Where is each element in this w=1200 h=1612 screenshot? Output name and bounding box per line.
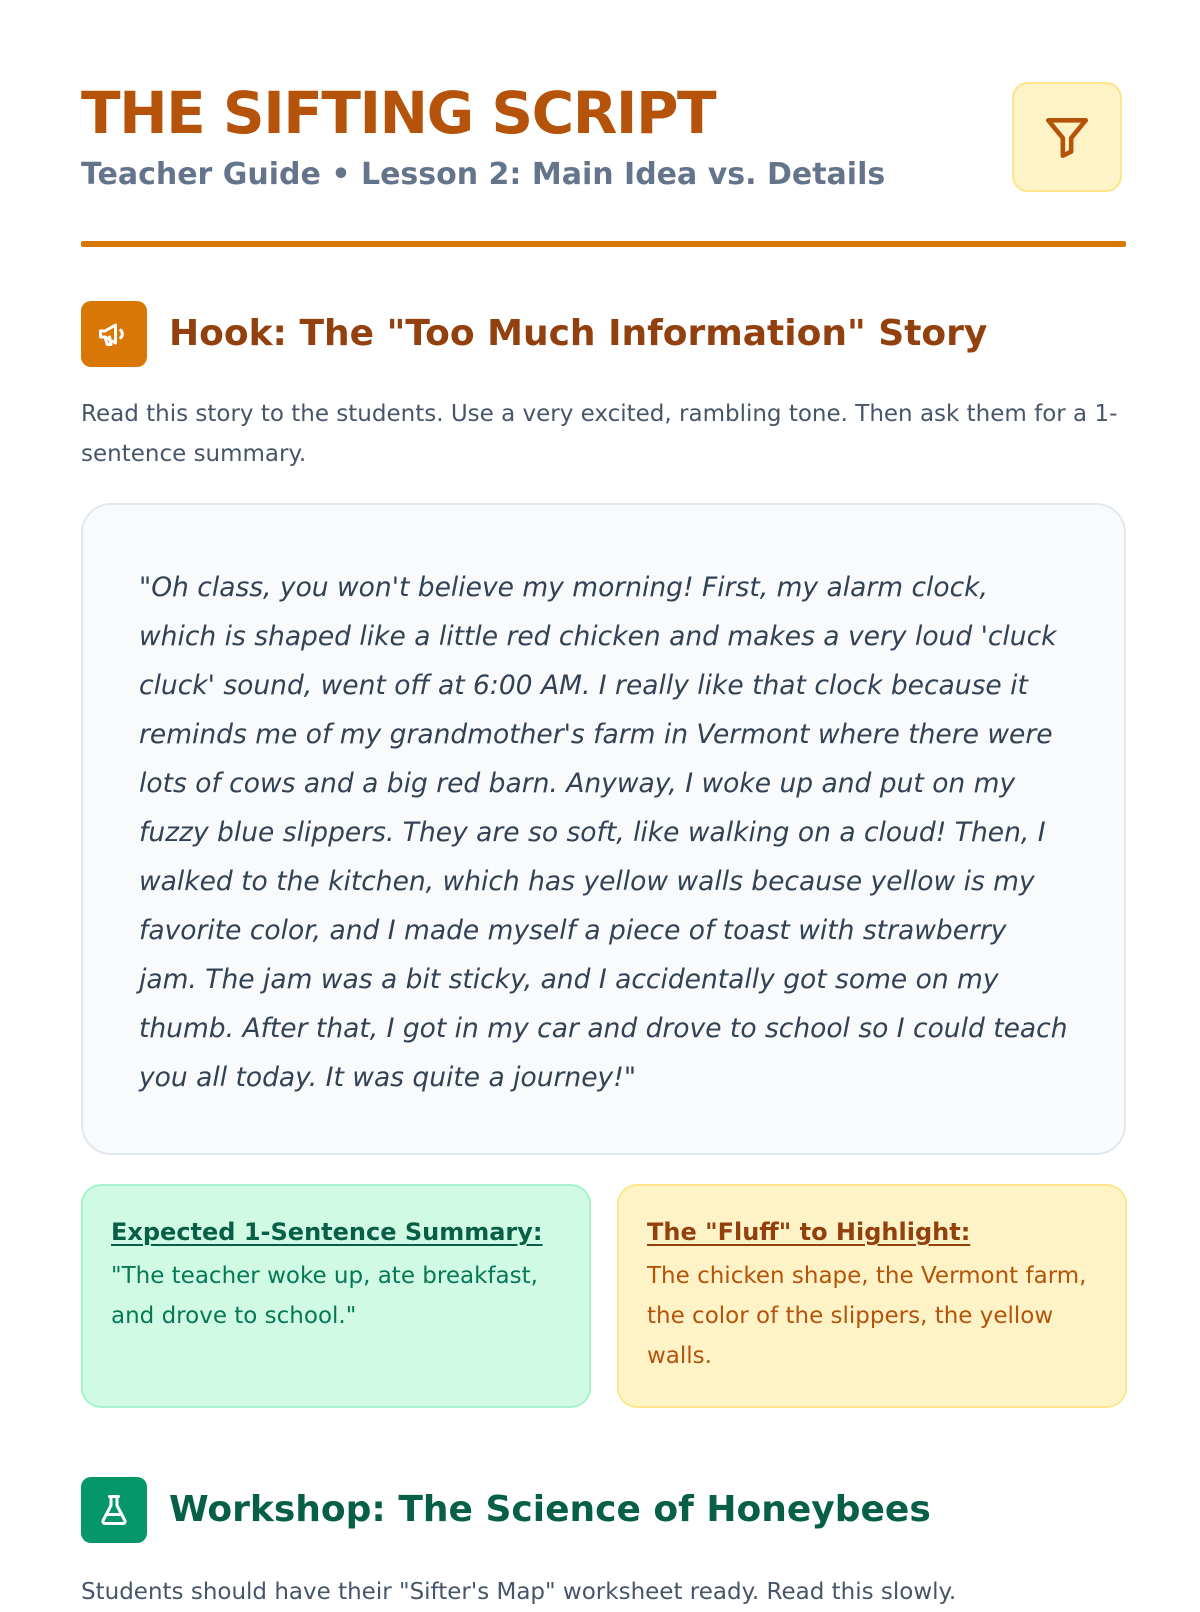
header-divider <box>81 241 1126 247</box>
story-box <box>81 503 1126 1155</box>
filter-icon <box>1042 112 1092 162</box>
filter-button[interactable] <box>1012 82 1122 192</box>
hook-instructions: Read this story to the students. Use a very excited, rambling tone. Then ask them for a 1-sentence summary. <box>81 401 1118 467</box>
hook-section-header <box>81 301 987 367</box>
page-subtitle: Teacher Guide • Lesson 2: Main Idea vs. Details <box>81 157 886 192</box>
workshop-instructions: Students should have their "Sifter's Map" worksheet ready. Read this slowly. <box>81 1579 957 1605</box>
workshop-title: Workshop: The Science of Honeybees <box>169 1489 931 1530</box>
summary-card-text: "The teacher woke up, ate breakfast, and drove to school." <box>111 1263 538 1329</box>
page-title: THE SIFTING SCRIPT <box>81 79 716 147</box>
megaphone-icon <box>96 316 132 352</box>
workshop-icon-badge <box>81 1477 147 1543</box>
fluff-card-text: The chicken shape, the Vermont farm, the color of the slippers, the yellow walls. <box>647 1263 1087 1369</box>
flask-icon <box>96 1492 132 1528</box>
hook-icon-badge <box>81 301 147 367</box>
story-text: "Oh class, you won't believe my morning! First, my alarm clock, which is shaped like a little red chicken and makes a very loud 'cluck cluck' sound, went off at 6:00 AM. I really like that clock because it reminds me of my grandmother's farm in Vermont where there were lots of cows and a big red barn. Anyway, I woke up and put on my fuzzy blue slippers. They are so soft, like walking on a cloud! Then, I walked to the kitchen, which has yellow walls because yellow is my favorite color, and I made myself a piece of toast with strawberry jam. The jam was a bit sticky, and I accidentally got some on my thumb. After that, I got in my car and drove to school so I could teach you all today. It was quite a journey!" <box>139 572 1068 1093</box>
summary-card <box>81 1184 591 1408</box>
page-header <box>81 80 1126 250</box>
fluff-card-label: The "Fluff" to Highlight: <box>647 1218 971 1246</box>
summary-card-label: Expected 1-Sentence Summary: <box>111 1218 543 1246</box>
hook-title: Hook: The "Too Much Information" Story <box>169 313 988 354</box>
fluff-card <box>617 1184 1127 1408</box>
workshop-section-header <box>81 1477 931 1543</box>
